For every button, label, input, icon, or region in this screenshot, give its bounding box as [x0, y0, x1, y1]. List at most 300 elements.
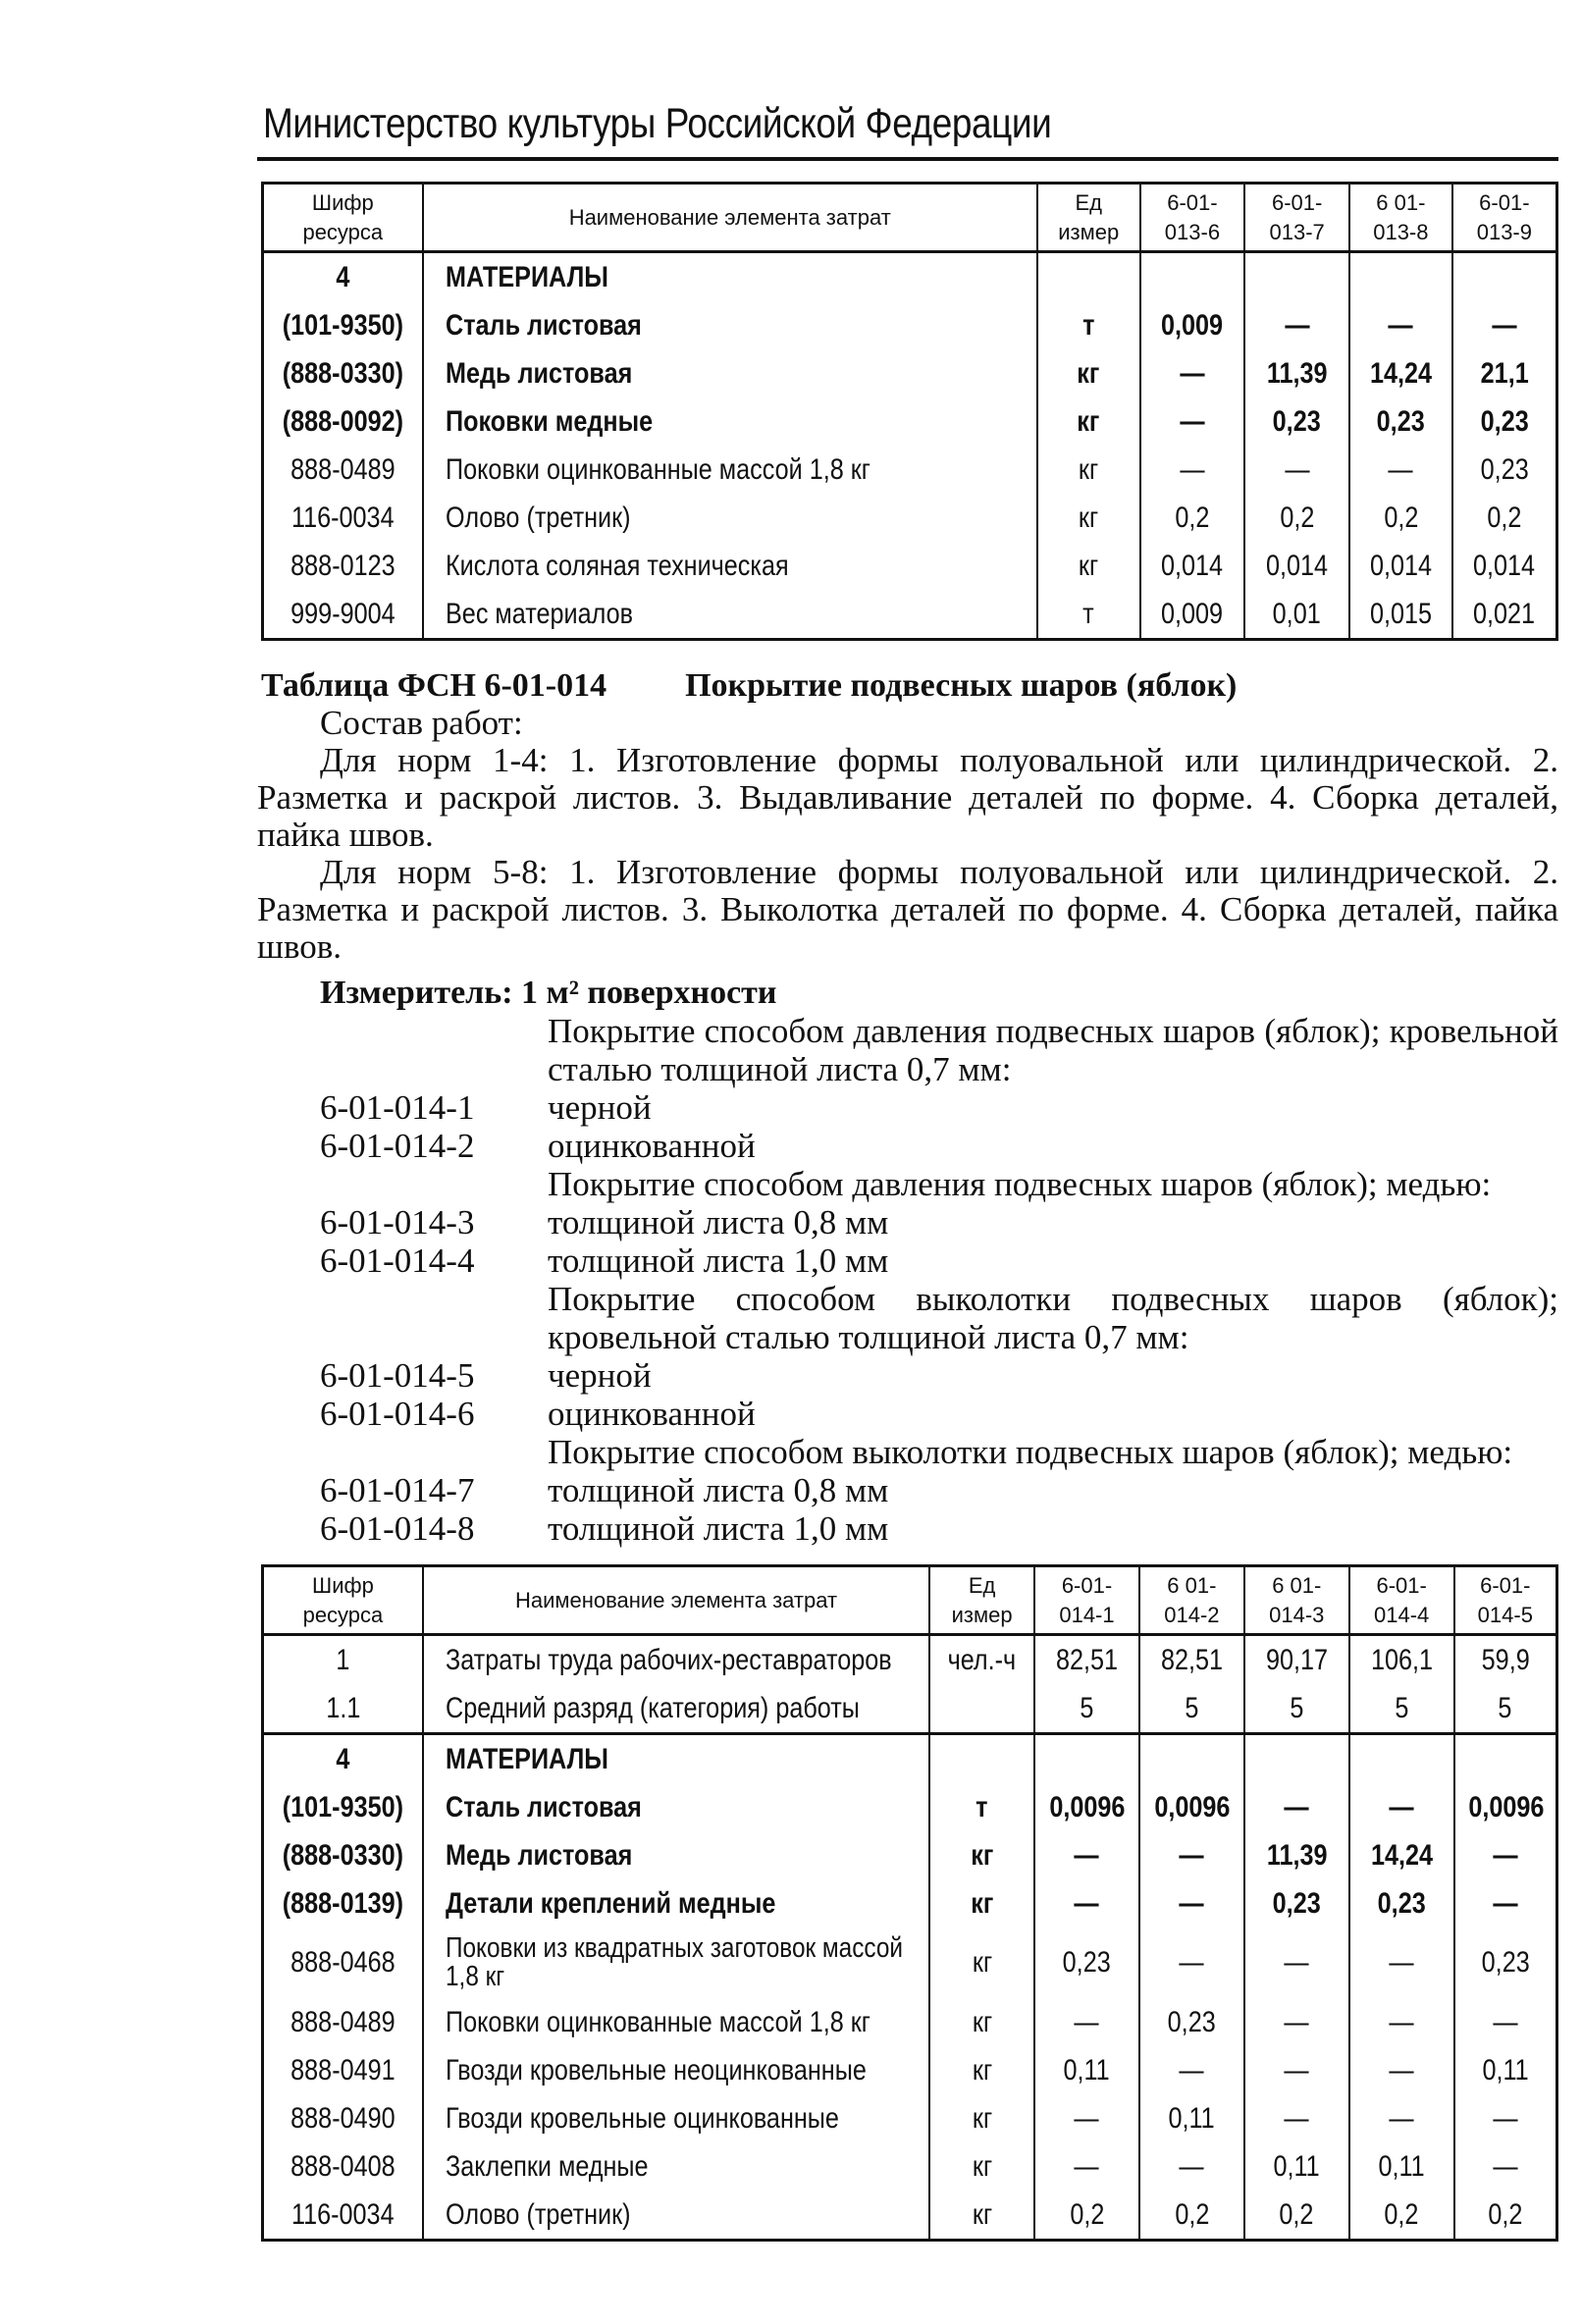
table-body — [263, 1635, 1557, 2241]
norm-value-cell-text: — — [1284, 2053, 1309, 2086]
cost-item-name-cell — [423, 1928, 929, 1998]
column-header-norm: 6-01-014-1 — [1034, 1566, 1139, 1635]
norm-value-cell — [1244, 542, 1349, 590]
unit-cell — [929, 1635, 1034, 1685]
norm-value-cell-text: 106,1 — [1370, 1643, 1433, 1676]
resource-code-cell — [263, 2142, 423, 2191]
norm-value-cell — [1454, 1998, 1557, 2046]
cost-item-name-cell-text: Медь листовая — [445, 1838, 633, 1872]
norm-value-cell — [1034, 2191, 1139, 2241]
resource-code-cell — [263, 301, 423, 349]
resource-code-cell-text: 1 — [336, 1643, 350, 1676]
norm-value-cell — [1244, 1831, 1349, 1879]
cost-item-name-cell — [423, 1635, 929, 1685]
norm-value-cell-text: — — [1074, 2005, 1100, 2038]
norm-value-cell — [1034, 1879, 1139, 1928]
norm-value-cell — [1454, 1879, 1557, 1928]
norm-value-cell — [1349, 590, 1452, 640]
norm-value-cell — [1349, 301, 1452, 349]
norm-value-cell-text: 0,2 — [1384, 2197, 1419, 2231]
norm-value-cell-text: 82,51 — [1160, 1643, 1223, 1676]
norm-text: толщиной листа 1,0 мм — [548, 1509, 889, 1548]
norm-item — [0, 1203, 1582, 1241]
norm-value-cell — [1140, 349, 1245, 397]
norm-value-cell-text: 0,2 — [1280, 501, 1315, 534]
norm-value-cell-text: 14,24 — [1369, 356, 1432, 390]
norm-value-cell-text: 0,23 — [1167, 2005, 1216, 2038]
table-title — [261, 667, 1237, 705]
norm-value-cell — [1452, 397, 1557, 446]
norm-value-cell — [1244, 2142, 1349, 2191]
norm-item — [0, 1509, 1582, 1548]
norm-value-cell — [1244, 590, 1349, 640]
column-header-unit: Ед измер — [929, 1566, 1034, 1635]
resource-code-cell-text: 888-0491 — [290, 2053, 396, 2086]
resource-code-cell-text: (888-0092) — [282, 404, 403, 438]
cost-item-name-cell-text: Поковки из квадратных заготовок массой 1,8 кг — [445, 1932, 903, 1992]
norm-value-cell-text: — — [1179, 2149, 1204, 2183]
cost-item-name-cell — [423, 542, 1037, 590]
norm-value-cell — [1244, 397, 1349, 446]
norm-value-cell — [1244, 1783, 1349, 1831]
norm-value-cell-text: 0,11 — [1168, 2101, 1215, 2135]
norm-value-cell-text: — — [1285, 452, 1310, 486]
resource-code-cell — [263, 397, 423, 446]
norm-text: оцинкованной — [548, 1127, 756, 1165]
cost-item-name-cell — [423, 252, 1037, 302]
norm-value-cell-text: 0,0096 — [1467, 1790, 1545, 1823]
norm-value-cell — [1349, 2046, 1454, 2094]
norm-value-cell-text: 5 — [1080, 1691, 1094, 1724]
norm-value-cell — [1454, 2142, 1557, 2191]
unit-cell-text: т — [1082, 597, 1094, 630]
norm-value-cell — [1140, 590, 1245, 640]
norm-value-cell-text: 0,11 — [1378, 2149, 1425, 2183]
column-header-norm: 6 01-013-8 — [1349, 184, 1452, 252]
norm-item — [0, 1127, 1582, 1165]
norm-value-cell-text: 0,2 — [1488, 2197, 1523, 2231]
resource-code-cell-text: 116-0034 — [290, 501, 395, 534]
unit-cell-text: кг — [971, 1886, 994, 1920]
unit-cell — [1037, 494, 1140, 542]
norm-item — [0, 1395, 1582, 1433]
norm-value-cell — [1034, 2142, 1139, 2191]
norm-value-cell-text: — — [1074, 1838, 1100, 1872]
norm-value-cell — [1452, 542, 1557, 590]
norm-value-cell-text: — — [1179, 2053, 1204, 2086]
header-divider — [257, 157, 1558, 161]
norm-value-cell-text: 0,015 — [1369, 597, 1432, 630]
column-header-norm: 6 01-014-3 — [1244, 1566, 1349, 1635]
resource-code-cell-text: 999-9004 — [290, 597, 396, 630]
cost-item-name-cell — [423, 301, 1037, 349]
cost-item-name-cell — [423, 2142, 929, 2191]
resource-code-cell — [263, 2046, 423, 2094]
norm-value-cell — [1139, 1998, 1244, 2046]
norm-value-cell — [1139, 1635, 1244, 1685]
norm-text: черной — [548, 1356, 652, 1395]
norm-value-cell-text: — — [1285, 308, 1310, 342]
norm-value-cell — [1454, 1635, 1557, 1685]
cost-item-name-cell — [423, 446, 1037, 494]
norm-value-cell — [1452, 349, 1557, 397]
norm-code: 6-01-014-1 — [320, 1088, 475, 1127]
unit-cell-text: кг — [972, 1946, 992, 1979]
norm-item — [0, 1241, 1582, 1280]
norms-list — [0, 1012, 1582, 1548]
norm-value-cell — [1140, 542, 1245, 590]
column-header-norm: 6-01-014-4 — [1349, 1566, 1454, 1635]
norm-value-cell-text: 5 — [1185, 1691, 1199, 1724]
table-row — [263, 1734, 1557, 1784]
table-row — [263, 2046, 1557, 2094]
unit-cell-text: кг — [1077, 404, 1100, 438]
unit-cell — [929, 1879, 1034, 1928]
norm-value-cell — [1454, 1783, 1557, 1831]
norm-value-cell-text: 0,23 — [1273, 404, 1322, 438]
norm-value-cell — [1244, 2046, 1349, 2094]
cost-item-name-cell — [423, 1684, 929, 1734]
norm-value-cell-text: — — [1389, 2101, 1414, 2135]
table-row — [263, 1831, 1557, 1879]
norm-value-cell-text: 90,17 — [1265, 1643, 1328, 1676]
norm-value-cell — [1139, 2191, 1244, 2241]
norm-value-cell — [1034, 1928, 1139, 1998]
column-header-code: Шифр ресурса — [263, 1566, 423, 1635]
table-row — [263, 590, 1557, 640]
norm-value-cell — [1349, 1831, 1454, 1879]
norm-text: толщиной листа 0,8 мм — [548, 1203, 889, 1241]
norm-value-cell-text: 0,2 — [1383, 501, 1418, 534]
cost-item-name-cell-text: Сталь листовая — [445, 1790, 642, 1823]
norm-value-cell — [1139, 1879, 1244, 1928]
norm-value-cell-text: 0,23 — [1481, 1946, 1530, 1979]
norm-value-cell-text: 0,014 — [1266, 549, 1329, 582]
table-row — [263, 301, 1557, 349]
table-row — [263, 1879, 1557, 1928]
table-body — [263, 252, 1557, 640]
table-row — [263, 2094, 1557, 2142]
unit-cell-text: кг — [971, 1838, 994, 1872]
resource-code-cell — [263, 2191, 423, 2241]
norm-value-cell — [1244, 349, 1349, 397]
norm-value-cell — [1139, 2094, 1244, 2142]
norm-value-cell — [1349, 1635, 1454, 1685]
norm-value-cell-text: — — [1389, 1790, 1414, 1823]
cost-item-name-cell-text: Поковки медные — [445, 404, 653, 438]
table-row — [263, 1783, 1557, 1831]
resource-code-cell-text: (888-0330) — [282, 1838, 404, 1872]
norm-value-cell-text: — — [1493, 1838, 1518, 1872]
norm-value-cell — [1349, 1998, 1454, 2046]
norm-value-cell-text: 0,11 — [1273, 2149, 1320, 2183]
norm-value-cell — [1349, 494, 1452, 542]
unit-cell — [929, 1783, 1034, 1831]
table-row — [263, 397, 1557, 446]
table-row — [263, 542, 1557, 590]
cost-item-name-cell-text: Заклепки медные — [445, 2149, 649, 2183]
resource-code-cell-text: (888-0330) — [282, 356, 403, 390]
resource-code-cell-text: 4 — [336, 260, 350, 293]
norms-table-013 — [261, 182, 1558, 641]
norm-value-cell-text: 0,2 — [1175, 501, 1210, 534]
norm-value-cell-text: 0,23 — [1480, 452, 1529, 486]
norm-value-cell-text: — — [1180, 404, 1205, 438]
cost-item-name-cell-text: Затраты труда рабочих-реставраторов — [445, 1643, 892, 1676]
norm-value-cell-text: — — [1284, 2005, 1309, 2038]
unit-cell — [929, 1734, 1034, 1784]
work-composition — [257, 705, 1558, 966]
resource-code-cell — [263, 590, 423, 640]
unit-cell — [1037, 542, 1140, 590]
norm-value-cell-text: 14,24 — [1370, 1838, 1433, 1872]
cost-item-name-cell — [423, 2046, 929, 2094]
norm-value-cell — [1452, 446, 1557, 494]
norm-value-cell — [1140, 252, 1245, 302]
norm-item — [0, 1356, 1582, 1395]
table-row — [263, 1635, 1557, 1685]
norm-value-cell — [1140, 494, 1245, 542]
norm-value-cell-text: — — [1493, 2149, 1518, 2183]
norm-value-cell-text: 0,23 — [1480, 404, 1529, 438]
norm-value-cell — [1139, 1928, 1244, 1998]
norm-value-cell-text: 0,014 — [1161, 549, 1224, 582]
norm-value-cell — [1140, 301, 1245, 349]
norm-value-cell-text: — — [1074, 1886, 1100, 1920]
norm-value-cell — [1034, 1783, 1139, 1831]
unit-cell-text: чел.-ч — [947, 1643, 1017, 1676]
norm-value-cell — [1349, 2142, 1454, 2191]
cost-item-name-cell-text: Поковки оцинкованные массой 1,8 кг — [445, 2005, 870, 2038]
norm-value-cell — [1452, 301, 1557, 349]
norm-code: 6-01-014-5 — [320, 1356, 475, 1395]
cost-item-name-cell — [423, 1783, 929, 1831]
norm-value-cell-text: — — [1389, 2053, 1414, 2086]
norms-table-014 — [261, 1564, 1558, 2242]
norm-value-cell-text: 0,01 — [1273, 597, 1322, 630]
unit-cell-text: кг — [1077, 356, 1100, 390]
unit-cell — [1037, 252, 1140, 302]
column-header-norm: 6-01-013-6 — [1140, 184, 1245, 252]
column-header-code: Шифр ресурса — [263, 184, 423, 252]
resource-code-cell-text: 888-0468 — [290, 1946, 396, 1979]
unit-cell — [1037, 590, 1140, 640]
table-row — [263, 446, 1557, 494]
norm-value-cell — [1244, 1734, 1349, 1784]
norm-value-cell-text: 0,2 — [1279, 2197, 1314, 2231]
unit-cell-text: кг — [972, 2149, 992, 2183]
cost-item-name-cell — [423, 2094, 929, 2142]
resource-code-cell — [263, 1879, 423, 1928]
table-row — [263, 1684, 1557, 1734]
norm-code: 6-01-014-8 — [320, 1509, 475, 1548]
norm-text: толщиной листа 0,8 мм — [548, 1471, 889, 1509]
cost-item-name-cell — [423, 590, 1037, 640]
table-header-row — [263, 184, 1557, 252]
cost-item-name-cell — [423, 1831, 929, 1879]
norm-value-cell-text: — — [1389, 1946, 1414, 1979]
norm-value-cell — [1034, 2046, 1139, 2094]
norm-value-cell-text: 0,2 — [1174, 2197, 1209, 2231]
unit-cell — [929, 1831, 1034, 1879]
resource-code-cell-text: 888-0490 — [290, 2101, 396, 2135]
norm-value-cell — [1454, 1684, 1557, 1734]
unit-cell — [1037, 397, 1140, 446]
norm-value-cell — [1139, 2046, 1244, 2094]
unit-cell-text: кг — [1079, 452, 1099, 486]
norm-value-cell — [1139, 1831, 1244, 1879]
composition-paragraph: Для норм 1-4: 1. Изготовление формы полуовальной или цилиндрической. 2. Разметка и раскрой листов. 3. Выдавливание деталей по форме. 4. Сборка деталей, пайка швов. — [257, 741, 1558, 854]
resource-code-cell — [263, 1831, 423, 1879]
unit-cell-text: кг — [1079, 549, 1099, 582]
norm-code: 6-01-014-4 — [320, 1241, 475, 1280]
norm-value-cell — [1034, 1734, 1139, 1784]
norm-value-cell — [1349, 1684, 1454, 1734]
norm-value-cell-text: — — [1179, 1946, 1204, 1979]
norm-group-heading: Покрытие способом давления подвесных шаров (яблок); кровельной сталью толщиной листа 0,7 мм: — [548, 1012, 1558, 1088]
norm-value-cell-text: 0,11 — [1482, 2053, 1529, 2086]
norm-value-cell-text: — — [1493, 2005, 1518, 2038]
unit-cell — [929, 1998, 1034, 2046]
unit-cell — [929, 2191, 1034, 2241]
resource-code-cell — [263, 2094, 423, 2142]
norm-value-cell — [1034, 2094, 1139, 2142]
cost-item-name-cell-text: Медь листовая — [445, 356, 632, 390]
norm-value-cell — [1244, 1635, 1349, 1685]
resource-code-cell-text: (101-9350) — [282, 1790, 404, 1823]
table-header-row — [263, 1566, 1557, 1635]
norm-value-cell — [1139, 1783, 1244, 1831]
column-header-norm: 6-01-013-7 — [1244, 184, 1349, 252]
cost-item-name-cell-text: МАТЕРИАЛЫ — [445, 260, 608, 293]
cost-item-name-cell-text: Поковки оцинкованные массой 1,8 кг — [445, 452, 870, 486]
cost-item-name-cell-text: Сталь листовая — [445, 308, 642, 342]
resource-code-cell — [263, 1928, 423, 1998]
norm-value-cell-text: — — [1493, 1886, 1518, 1920]
norm-value-cell-text: 0,014 — [1473, 549, 1536, 582]
norm-value-cell — [1244, 2094, 1349, 2142]
cost-item-name-cell — [423, 2191, 929, 2241]
resource-code-cell — [263, 1734, 423, 1784]
norm-value-cell-text: 0,23 — [1376, 404, 1425, 438]
norm-code: 6-01-014-6 — [320, 1395, 475, 1433]
resource-code-cell — [263, 446, 423, 494]
norm-value-cell-text: — — [1180, 452, 1205, 486]
norm-value-cell-text: — — [1284, 1946, 1309, 1979]
table-row — [263, 2142, 1557, 2191]
unit-cell — [1037, 446, 1140, 494]
norm-value-cell — [1139, 1734, 1244, 1784]
resource-code-cell — [263, 1635, 423, 1685]
norm-value-cell-text: 0,2 — [1069, 2197, 1105, 2231]
unit-cell-text: кг — [972, 2197, 992, 2231]
norm-item — [0, 1088, 1582, 1127]
resource-code-cell-text: (101-9350) — [282, 308, 403, 342]
norm-value-cell — [1034, 1831, 1139, 1879]
norm-value-cell — [1349, 1928, 1454, 1998]
table-row — [263, 252, 1557, 302]
norm-value-cell-text: 21,1 — [1480, 356, 1529, 390]
resource-code-cell — [263, 1783, 423, 1831]
resource-code-cell-text: (888-0139) — [282, 1886, 404, 1920]
resource-code-cell-text: 116-0034 — [291, 2197, 395, 2231]
norm-value-cell-text: 5 — [1498, 1691, 1512, 1724]
cost-item-name-cell — [423, 1734, 929, 1784]
resource-code-cell — [263, 1998, 423, 2046]
norm-value-cell-text: — — [1493, 2101, 1518, 2135]
norm-value-cell — [1454, 2046, 1557, 2094]
norm-value-cell — [1349, 2191, 1454, 2241]
norm-code: 6-01-014-3 — [320, 1203, 475, 1241]
table-caption: Покрытие подвесных шаров (яблок) — [685, 667, 1238, 704]
cost-item-name-cell-text: Олово (третник) — [445, 501, 631, 534]
norm-value-cell — [1244, 1879, 1349, 1928]
measure-unit: Измеритель: 1 м² поверхности — [320, 975, 777, 1011]
norm-value-cell-text: — — [1180, 356, 1205, 390]
norm-value-cell — [1349, 2094, 1454, 2142]
norm-value-cell-text: — — [1388, 308, 1413, 342]
resource-code-cell-text: 888-0408 — [290, 2149, 396, 2183]
composition-paragraph: Для норм 5-8: 1. Изготовление формы полуовальной или цилиндрической. 2. Разметка и раскрой листов. 3. Выколотка деталей по форме. 4. Сборка деталей, пайка швов. — [257, 853, 1558, 966]
norm-value-cell — [1349, 542, 1452, 590]
norm-value-cell — [1452, 494, 1557, 542]
cost-item-name-cell — [423, 1879, 929, 1928]
norm-value-cell-text: 0,009 — [1161, 308, 1224, 342]
norm-value-cell — [1244, 494, 1349, 542]
norm-value-cell — [1452, 590, 1557, 640]
norm-value-cell — [1454, 2191, 1557, 2241]
norm-value-cell-text: 0,0096 — [1048, 1790, 1126, 1823]
unit-cell-text: кг — [972, 2005, 992, 2038]
norm-text: оцинкованной — [548, 1395, 756, 1433]
norm-value-cell — [1244, 446, 1349, 494]
norm-value-cell — [1034, 1998, 1139, 2046]
norm-value-cell-text: — — [1284, 2101, 1309, 2135]
cost-item-name-cell — [423, 1998, 929, 2046]
norm-group-heading: Покрытие способом выколотки подвесных шаров (яблок); кровельной сталью толщиной листа 0,7 мм: — [548, 1280, 1558, 1356]
resource-code-cell-text: 1.1 — [325, 1691, 360, 1724]
norm-value-cell — [1349, 1783, 1454, 1831]
norm-value-cell — [1454, 1831, 1557, 1879]
norm-value-cell — [1140, 397, 1245, 446]
resource-code-cell-text: 888-0123 — [290, 549, 396, 582]
unit-cell — [1037, 349, 1140, 397]
cost-item-name-cell-text: Кислота соляная техническая — [445, 549, 789, 582]
norm-value-cell-text: 0,23 — [1377, 1886, 1426, 1920]
norm-text: толщиной листа 1,0 мм — [548, 1241, 889, 1280]
norm-value-cell-text: 5 — [1395, 1691, 1409, 1724]
unit-cell-text: кг — [972, 2101, 992, 2135]
norm-value-cell-text: — — [1074, 2101, 1100, 2135]
resource-code-cell-text: 888-0489 — [290, 452, 396, 486]
norm-value-cell-text: 0,0096 — [1153, 1790, 1230, 1823]
norm-value-cell-text: 0,014 — [1369, 549, 1432, 582]
cost-item-name-cell-text: Средний разряд (категория) работы — [445, 1691, 860, 1724]
norm-value-cell — [1244, 1684, 1349, 1734]
cost-item-name-cell — [423, 349, 1037, 397]
table-row — [263, 1998, 1557, 2046]
norm-value-cell-text: — — [1284, 1790, 1309, 1823]
cost-item-name-cell-text: МАТЕРИАЛЫ — [445, 1742, 608, 1775]
table-row — [263, 349, 1557, 397]
unit-cell-text: кг — [972, 2053, 992, 2086]
norm-value-cell-text: 11,39 — [1266, 1838, 1328, 1872]
norm-value-cell — [1452, 252, 1557, 302]
norm-value-cell — [1454, 2094, 1557, 2142]
norm-value-cell — [1454, 1928, 1557, 1998]
unit-cell — [1037, 301, 1140, 349]
norm-value-cell-text: 0,11 — [1063, 2053, 1111, 2086]
